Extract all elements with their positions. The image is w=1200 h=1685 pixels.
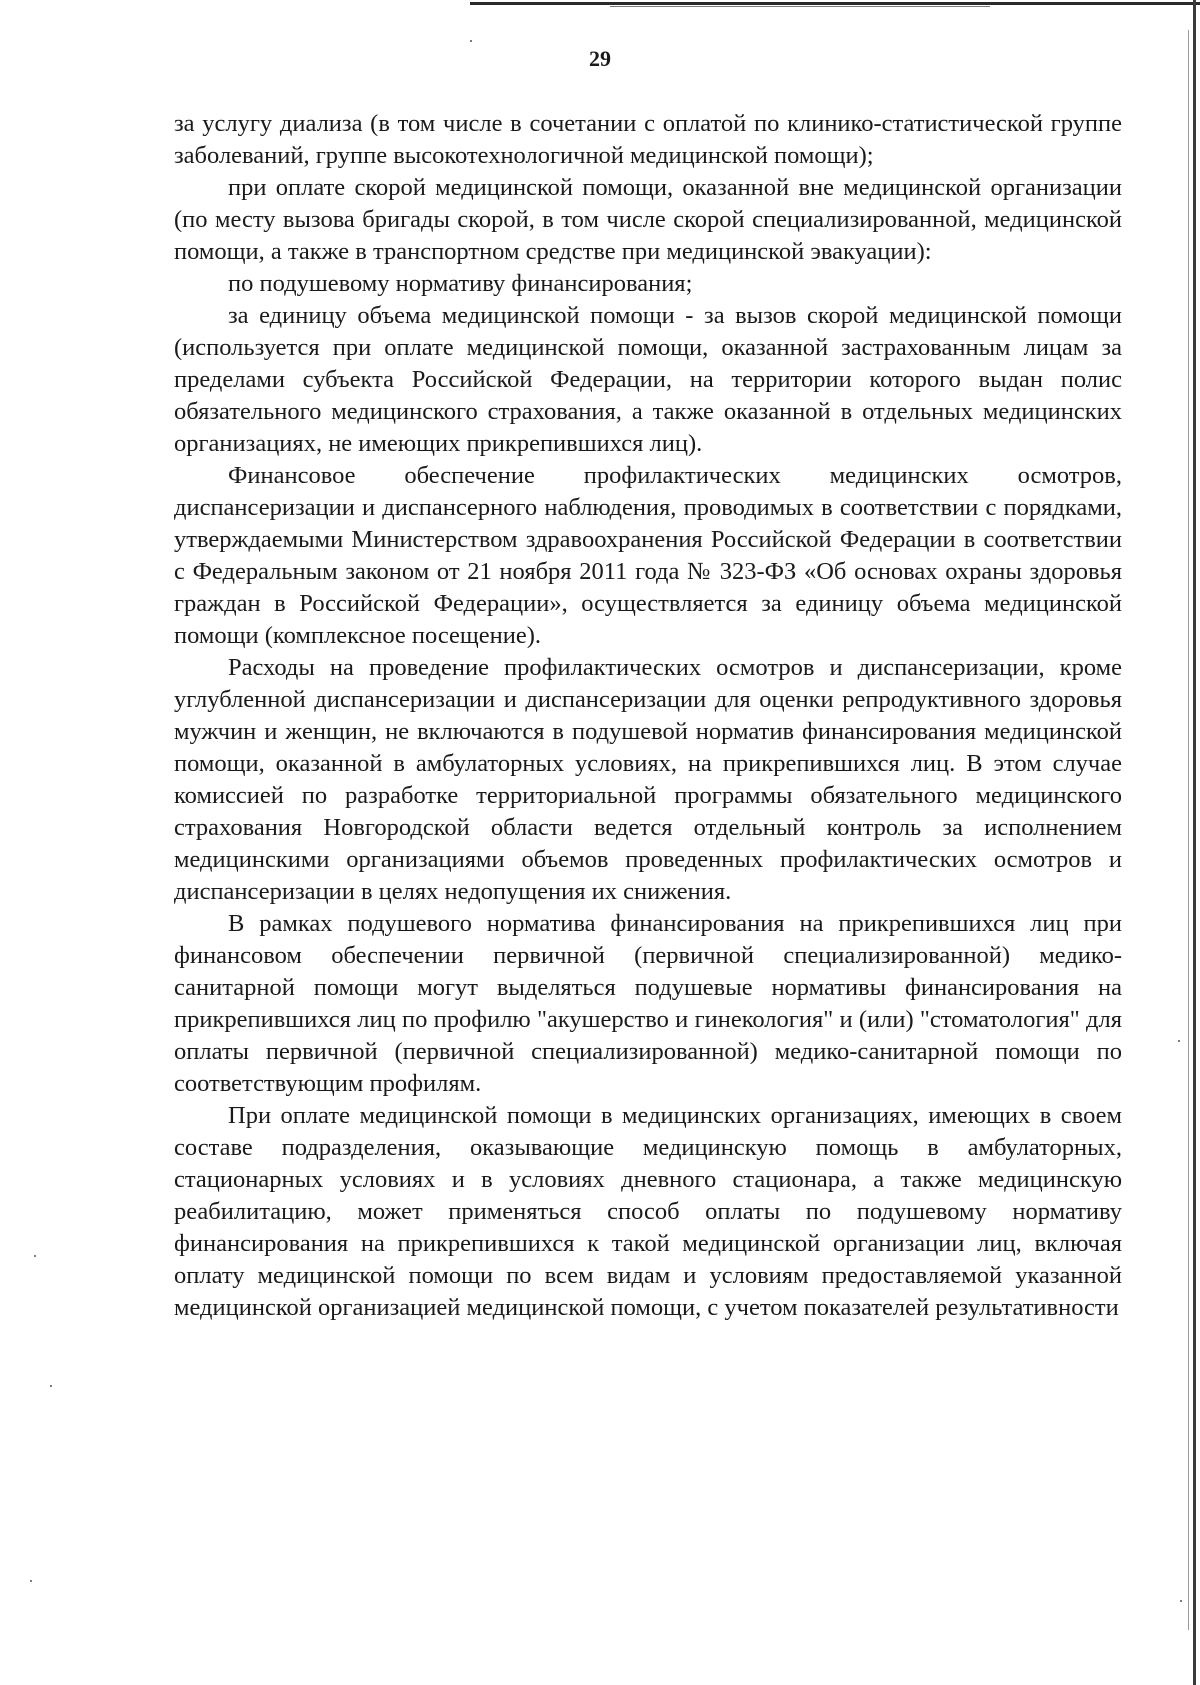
- document-body: [174, 108, 1122, 1324]
- paragraph: по подушевому нормативу финансирования;: [228, 270, 693, 297]
- paragraph: при оплате скорой медицинской помощи, оказанной вне медицинской организации (по месту вызова бригады скорой, в том числе скорой специализированной, медицинской помощи, а также в транспортном средстве при медицинской эвакуации):: [174, 174, 1122, 265]
- scan-speck: [30, 1580, 32, 1582]
- scan-speck: [1178, 1040, 1180, 1042]
- right-scan-edge-inner: [1188, 30, 1189, 1630]
- top-scan-rule: [470, 2, 1200, 5]
- page-number: 29: [589, 46, 611, 71]
- paragraph: Финансовое обеспечение профилактических медицинских осмотров, диспансеризации и диспансерного наблюдения, проводимых в соответствии с порядками, утверждаемыми Министерством здравоохранения Российской Федерации в соответствии с Федеральным законом от 21 ноября 2011 года № 323-ФЗ «Об основах охраны здоровья граждан в Российской Федерации», осуществляется за единицу объема медицинской помощи (комплексное посещение).: [174, 462, 1122, 649]
- top-scan-rule-thin: [610, 6, 990, 7]
- scan-speck: [50, 1385, 52, 1387]
- scan-speck: [470, 40, 472, 42]
- paragraph: Расходы на проведение профилактических осмотров и диспансеризации, кроме углубленной диспансеризации и диспансеризации для оценки репродуктивного здоровья мужчин и женщин, не включаются в подушевой норматив финансирования медицинской помощи, оказанной в амбулаторных условиях, на прикрепившихся лиц. В этом случае комиссией по разработке территориальной программы обязательного медицинского страхования Новгородской области ведется отдельный контроль за исполнением медицинскими организациями объемов проведенных профилактических осмотров и диспансеризации в целях недопущения их снижения.: [174, 654, 1122, 905]
- paragraph: за единицу объема медицинской помощи - за вызов скорой медицинской помощи (используется при оплате медицинской помощи, оказанной застрахованным лицам за пределами субъекта Российской Федерации, на территории которого выдан полис обязательного медицинского страхования, а также оказанной в отдельных медицинских организациях, не имеющих прикрепившихся лиц).: [174, 302, 1122, 457]
- right-scan-edge: [1193, 0, 1196, 1685]
- scan-speck: [34, 1255, 36, 1257]
- paragraph: В рамках подушевого норматива финансирования на прикрепившихся лиц при финансовом обеспечении первичной (первичной специализированной) медико-санитарной помощи могут выделяться подушевые нормативы финансирования на прикрепившихся лиц по профилю "акушерство и гинекология" и (или) "стоматология" для оплаты первичной (первичной специализированной) медико-санитарной помощи по соответствующим профилям.: [174, 910, 1122, 1097]
- paragraph: При оплате медицинской помощи в медицинских организациях, имеющих в своем составе подразделения, оказывающие медицинскую помощь в амбулаторных, стационарных условиях и в условиях дневного стационара, а также медицинскую реабилитацию, может применяться способ оплаты по подушевому нормативу финансирования на прикрепившихся к такой медицинской организации лиц, включая оплату медицинской помощи по всем видам и условиям предоставляемой указанной медицинской организацией медицинской помощи, с учетом показателей результативности: [174, 1102, 1122, 1321]
- paragraph: за услугу диализа (в том числе в сочетании с оплатой по клинико-статистической группе заболеваний, группе высокотехнологичной медицинской помощи);: [174, 110, 1122, 169]
- scan-speck: [1180, 1600, 1182, 1602]
